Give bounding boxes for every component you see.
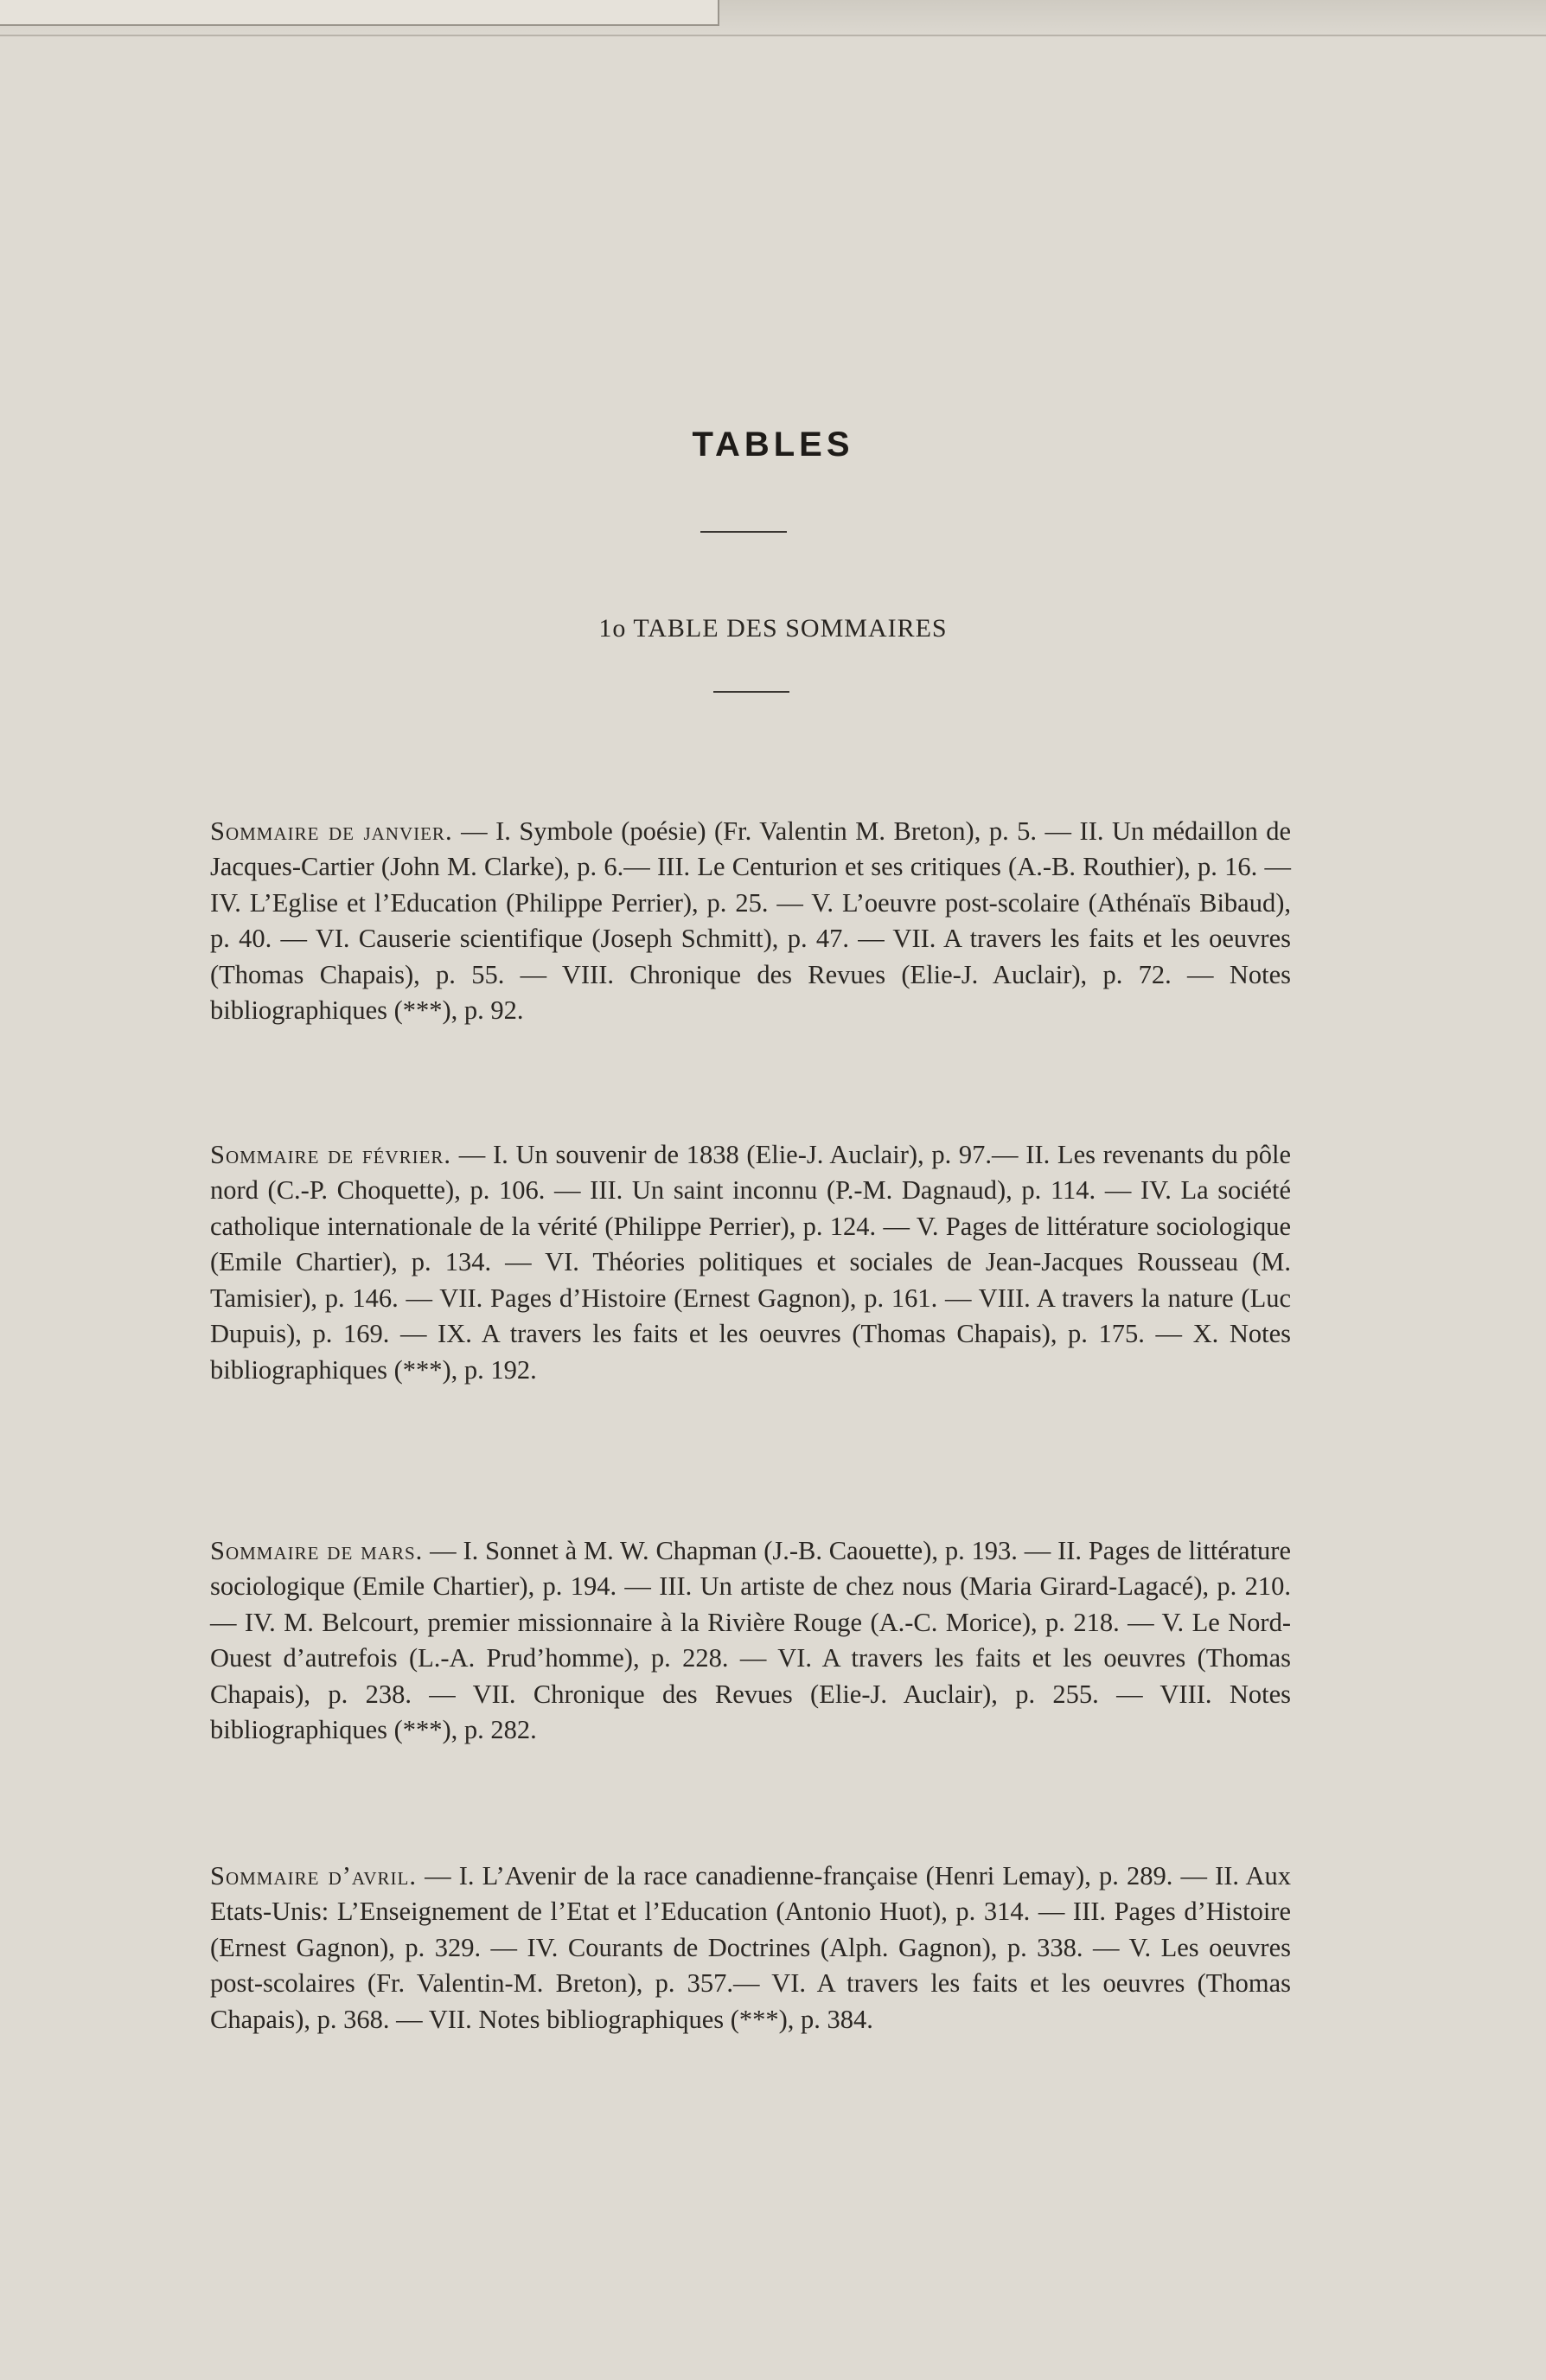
- sommaire-text: — I. Sonnet à M. W. Chapman (J.-B. Caouette), p. 193. — II. Pages de littérature sociologique (Emile Chartier), p. 194. — III. Un artiste de chez nous (Maria Girard-Lagacé), p. 210. — IV. M. Belcourt, premier missionnaire à la Rivière Rouge (A.-C. Morice), p. 218. — V. Le Nord-Ouest d’autrefois (L.-A. Prud’homme), p. 228. — VI. A travers les faits et les oeuvres (Thomas Chapais), p. 238. — VII. Chronique des Revues (Elie-J. Auclair), p. 255. — VIII. Notes bibliographiques (***), p. 282.: [210, 1535, 1291, 1744]
- sommaire-heading: Sommaire de mars.: [210, 1535, 424, 1565]
- title-divider: [700, 531, 787, 533]
- sommaire-fevrier: [210, 1137, 1291, 1389]
- subtitle-divider: [713, 691, 789, 693]
- document-page: [0, 36, 1546, 2380]
- sommaire-mars: [210, 1533, 1291, 1749]
- sommaire-heading: Sommaire de février.: [210, 1139, 452, 1169]
- top-page-edge: [0, 0, 1546, 36]
- page-title: TABLES: [692, 425, 854, 464]
- sommaire-avril: [210, 1859, 1291, 2038]
- sommaire-heading: Sommaire de janvier.: [210, 816, 453, 846]
- sommaire-janvier: [210, 814, 1291, 1029]
- sommaire-text: — I. Un souvenir de 1838 (Elie-J. Auclair), p. 97.— II. Les revenants du pôle nord (C.-P. Choquette), p. 106. — III. Un saint inconnu (P.-M. Dagnaud), p. 114. — IV. La société catholique internationale de la vérité (Philippe Perrier), p. 124. — V. Pages de littérature sociologique (Emile Chartier), p. 134. — VI. Théories politiques et sociales de Jean-Jacques Rousseau (M. Tamisier), p. 146. — VII. Pages d’Histoire (Ernest Gagnon), p. 161. — VIII. A travers la nature (Luc Dupuis), p. 169. — IX. A travers les faits et les oeuvres (Thomas Chapais), p. 175. — X. Notes bibliographiques (***), p. 192.: [210, 1139, 1291, 1385]
- section-subtitle: 1o TABLE DES SOMMAIRES: [598, 614, 948, 643]
- overlapping-sheet: [0, 0, 719, 26]
- sommaire-text: — I. Symbole (poésie) (Fr. Valentin M. Breton), p. 5. — II. Un médaillon de Jacques-Cartier (John M. Clarke), p. 6.— III. Le Centurion et ses critiques (A.-B. Routhier), p. 16. — IV. L’Eglise et l’Education (Philippe Perrier), p. 25. — V. L’oeuvre post-scolaire (Athénaïs Bibaud), p. 40. — VI. Causerie scientifique (Joseph Schmitt), p. 47. — VII. A travers les faits et les oeuvres (Thomas Chapais), p. 55. — VIII. Chronique des Revues (Elie-J. Auclair), p. 72. — Notes bibliographiques (***), p. 92.: [210, 816, 1291, 1025]
- sommaire-text: — I. L’Avenir de la race canadienne-française (Henri Lemay), p. 289. — II. Aux Etats-Unis: L’Enseignement de l’Etat et l’Education (Antonio Huot), p. 314. — III. Pages d’Histoire (Ernest Gagnon), p. 329. — IV. Courants de Doctrines (Alph. Gagnon), p. 338. — V. Les oeuvres post-scolaires (Fr. Valentin-M. Breton), p. 357.— VI. A travers les faits et les oeuvres (Thomas Chapais), p. 368. — VII. Notes bibliographiques (***), p. 384.: [210, 1860, 1291, 2034]
- sommaire-heading: Sommaire d’avril.: [210, 1860, 417, 1891]
